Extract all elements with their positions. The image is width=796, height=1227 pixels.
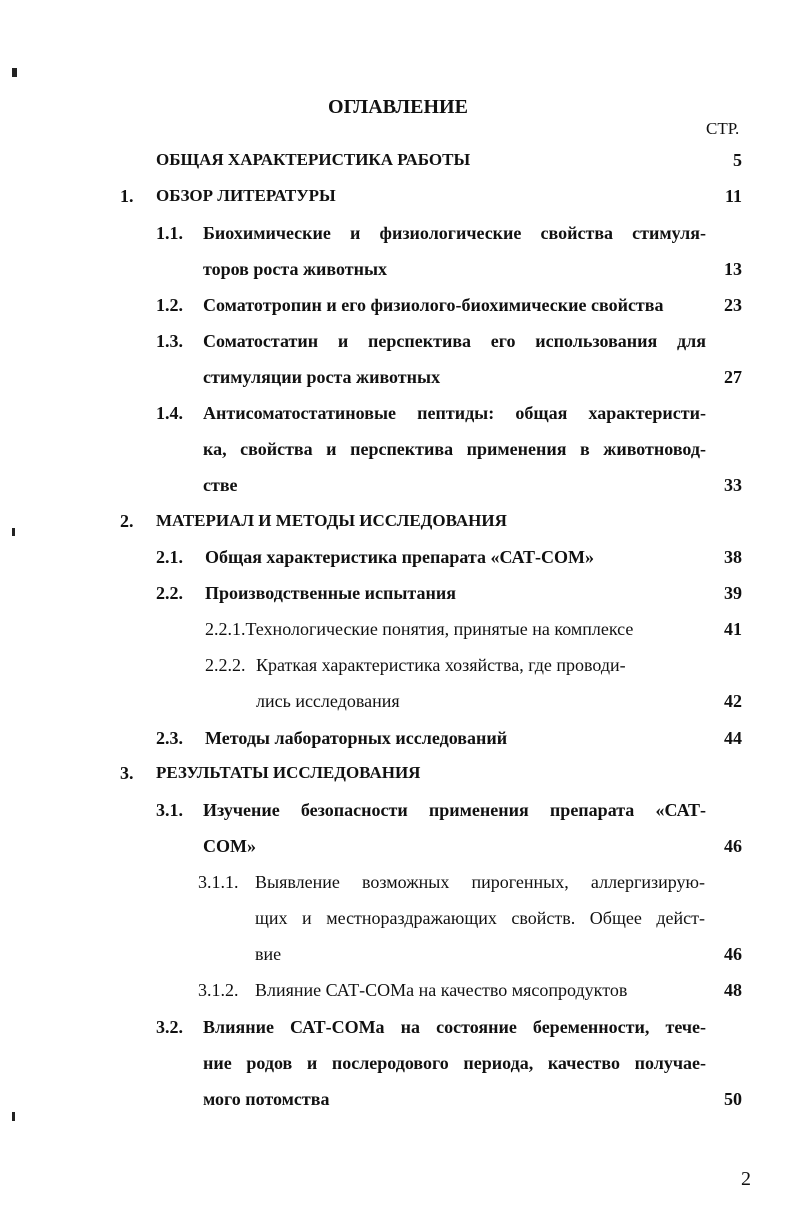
- toc-entry-line: стве: [203, 475, 238, 495]
- toc-entry-line: стимуляции роста животных: [203, 367, 441, 387]
- toc-entry-line: СОМ»: [203, 836, 256, 856]
- toc-entry-number: 3.1.2.: [198, 980, 239, 1000]
- toc-entry-number: 2.2.: [156, 583, 183, 603]
- toc-entry-line: Изучение безопасности применения препарата «САТ-: [203, 800, 706, 820]
- toc-entry-line: торов роста животных: [203, 259, 387, 279]
- page-number: 2: [741, 1168, 751, 1190]
- scan-mark: [12, 1112, 15, 1121]
- toc-entry-text: Соматотропин и его физиолого-биохимические свойства: [203, 295, 664, 315]
- toc-entry-line: ние родов и послеродового периода, качество получае-: [203, 1053, 706, 1073]
- toc-entry-number: 3.1.1.: [198, 872, 239, 892]
- toc-page-number: 11: [724, 186, 742, 206]
- toc-entry-text: Методы лабораторных исследований: [205, 728, 508, 748]
- toc-entry-line: Краткая характеристика хозяйства, где проводи-: [256, 655, 626, 675]
- toc-page-number: 50: [724, 1089, 742, 1109]
- toc-page-number: 46: [724, 944, 742, 964]
- toc-entry-number: 3.: [120, 763, 134, 783]
- toc-page-number: 38: [724, 547, 742, 567]
- toc-entry-number: 2.3.: [156, 728, 183, 748]
- toc-entry-line: вие: [255, 944, 282, 964]
- toc-entry-text: ОБЩАЯ ХАРАКТЕРИСТИКА РАБОТЫ: [156, 150, 471, 169]
- page-title: ОГЛАВЛЕНИЕ: [328, 96, 468, 118]
- toc-entry-text: Производственные испытания: [205, 583, 456, 603]
- toc-page-number: 44: [724, 728, 742, 748]
- toc-entry-number: 2.1.: [156, 547, 183, 567]
- toc-entry-text: 2.2.1.Технологические понятия, принятые на комплексе: [205, 619, 634, 639]
- toc-page-number: 23: [724, 295, 742, 315]
- toc-entry-number: 1.: [120, 186, 134, 206]
- toc-page-number: 42: [724, 691, 742, 711]
- toc-page-number: 41: [724, 619, 742, 639]
- toc-entry-number: 3.2.: [156, 1017, 183, 1037]
- toc-page-number: 39: [724, 583, 742, 603]
- toc-entry-text: РЕЗУЛЬТАТЫ ИССЛЕДОВАНИЯ: [156, 763, 421, 782]
- toc-page-number: 48: [724, 980, 742, 1000]
- toc-page-number: 46: [724, 836, 742, 856]
- toc-page-number: 27: [724, 367, 742, 387]
- page-column-label: СТР.: [706, 119, 740, 138]
- toc-entry-number: 3.1.: [156, 800, 183, 820]
- toc-entry-number: 2.2.2.: [205, 655, 246, 675]
- toc-page-number: 33: [724, 475, 742, 495]
- toc-entry-number: 1.4.: [156, 403, 183, 423]
- toc-entry-number: 1.3.: [156, 331, 183, 351]
- toc-entry-line: Выявление возможных пирогенных, аллергизирую-: [255, 872, 705, 892]
- toc-entry-line: Биохимические и физиологические свойства стимуля-: [203, 223, 706, 243]
- toc-entry-number: 2.: [120, 511, 134, 531]
- toc-entry-line: Антисоматостатиновые пептиды: общая характеристи-: [203, 403, 706, 423]
- scan-mark: [12, 68, 17, 77]
- toc-entry-text: МАТЕРИАЛ И МЕТОДЫ ИССЛЕДОВАНИЯ: [156, 511, 507, 530]
- toc-entry-line: лись исследования: [256, 691, 400, 711]
- toc-entry-text: ОБЗОР ЛИТЕРАТУРЫ: [156, 186, 336, 205]
- toc-entry-number: 1.2.: [156, 295, 183, 315]
- toc-entry-line: щих и местнораздражающих свойств. Общее дейст-: [255, 908, 705, 928]
- toc-page-number: 13: [724, 259, 742, 279]
- scan-mark: [12, 528, 15, 536]
- toc-entry-number: 1.1.: [156, 223, 183, 243]
- toc-entry-text: Общая характеристика препарата «САТ-СОМ»: [205, 547, 594, 567]
- toc-entry-line: Влияние САТ-СОМа на состояние беременности, тече-: [203, 1017, 706, 1037]
- toc-entry-line: ка, свойства и перспектива применения в животновод-: [203, 439, 706, 459]
- toc-page-number: 5: [733, 150, 742, 170]
- toc-entry-text: Влияние САТ-СОМа на качество мясопродуктов: [255, 980, 628, 1000]
- toc-entry-line: Соматостатин и перспектива его использования для: [203, 331, 706, 351]
- toc-entry-line: мого потомства: [203, 1089, 330, 1109]
